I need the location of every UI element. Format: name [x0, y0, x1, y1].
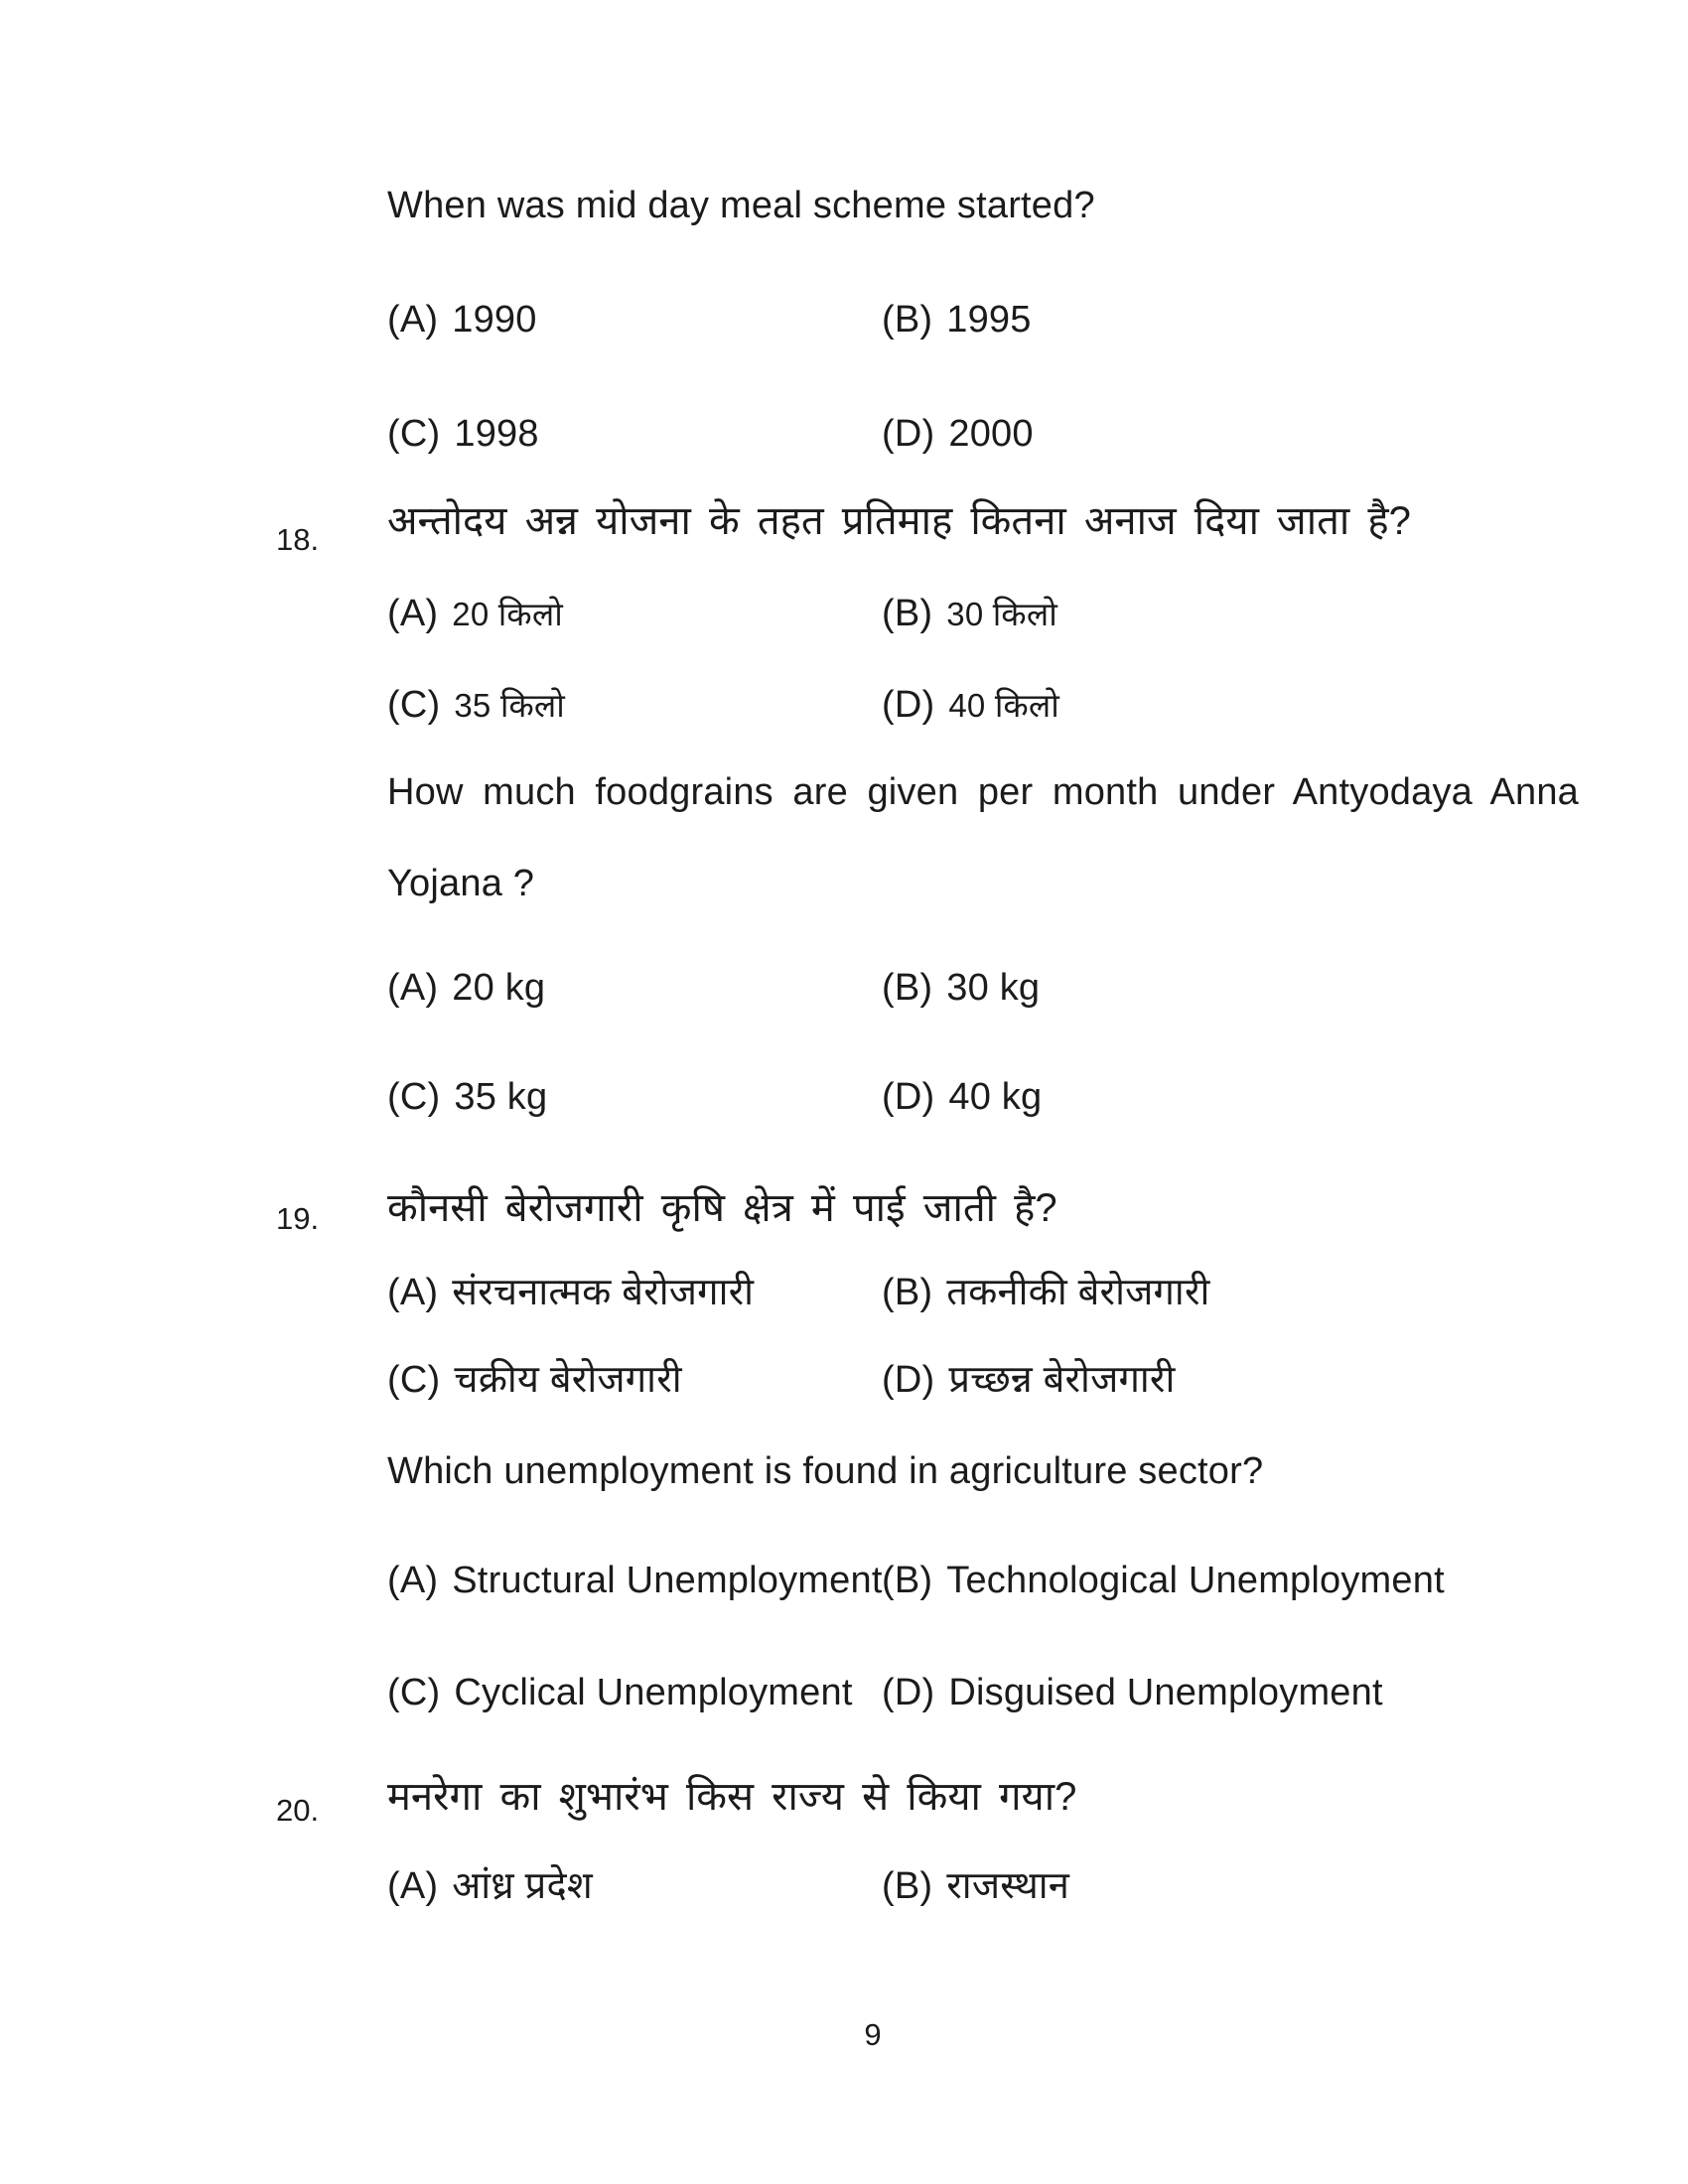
q18-hindi-option-d — [882, 686, 1059, 724]
q19-hindi-option-c — [387, 1361, 682, 1399]
q18-hindi-option-d-value: 40 किलो — [948, 687, 1060, 724]
q20-number: 20. — [276, 1793, 320, 1828]
q18-question-english: How much foodgrains are given per month under Antyodaya Anna Yojana ? — [387, 771, 1579, 904]
q19-option-d-value: Disguised Unemployment — [948, 1672, 1383, 1713]
q17-option-a-label: (A) — [387, 299, 439, 341]
q19-hindi-option-b-value: तकनीकी बेरोजगारी — [946, 1272, 1210, 1313]
q18-hindi-option-b — [882, 595, 1057, 632]
q19-hindi-option-a — [387, 1274, 754, 1311]
q19-hindi-option-c-value: चक्रीय बेरोजगारी — [454, 1359, 682, 1401]
q18-option-b-label: (B) — [882, 967, 933, 1009]
q20-hindi-option-b — [882, 1867, 1069, 1905]
q18-option-d-label: (D) — [882, 1076, 935, 1118]
q17-option-a-value: 1990 — [452, 299, 537, 341]
q17-question-english: When was mid day meal scheme started? — [387, 185, 1095, 226]
q18-option-a-label: (A) — [387, 967, 439, 1009]
q18-hindi-option-b-value: 30 किलो — [946, 596, 1057, 632]
q19-hindi-option-d-value: प्रच्छन्न बेरोजगारी — [948, 1359, 1176, 1401]
q18-option-b-value: 30 kg — [946, 967, 1041, 1009]
q18-number: 18. — [276, 522, 320, 557]
q18-option-d — [882, 1078, 1042, 1116]
q18-option-d-value: 40 kg — [948, 1076, 1043, 1118]
q18-hindi-option-d-label: (D) — [882, 684, 935, 726]
q19-option-a-value: Structural Unemployment — [452, 1560, 883, 1601]
q17-option-c-label: (C) — [387, 413, 441, 455]
q20-hindi-option-b-value: राजस्थान — [946, 1865, 1070, 1907]
q18-option-a — [387, 969, 545, 1007]
q19-hindi-option-d-label: (D) — [882, 1359, 935, 1401]
q17-option-c — [387, 415, 539, 453]
q18-hindi-option-b-label: (B) — [882, 593, 933, 634]
q18-hindi-option-a — [387, 595, 563, 632]
q17-option-d — [882, 415, 1034, 453]
q18-option-b — [882, 969, 1040, 1007]
q18-hindi-option-c-label: (C) — [387, 684, 441, 726]
page-number: 9 — [864, 2017, 882, 2052]
q17-option-d-label: (D) — [882, 413, 935, 455]
q19-option-b — [882, 1562, 1445, 1599]
q18-hindi-option-c-value: 35 किलो — [454, 687, 566, 724]
q17-option-b-value: 1995 — [946, 299, 1032, 341]
q18-option-c-label: (C) — [387, 1076, 441, 1118]
q19-hindi-option-a-value: संरचनात्मक बेरोजगारी — [452, 1272, 755, 1313]
q18-question-hindi: अन्तोदय अन्न योजना के तहत प्रतिमाह कितना अनाज दिया जाता है? — [387, 499, 1411, 543]
q20-hindi-option-a-label: (A) — [387, 1865, 439, 1907]
q19-hindi-option-d — [882, 1361, 1176, 1399]
q19-option-a — [387, 1562, 883, 1599]
q17-option-a — [387, 301, 537, 339]
q19-question-english: Which unemployment is found in agriculture sector? — [387, 1450, 1264, 1492]
q17-option-d-value: 2000 — [948, 413, 1034, 455]
q19-option-c — [387, 1674, 853, 1711]
q20-hindi-option-b-label: (B) — [882, 1865, 933, 1907]
q19-hindi-option-a-label: (A) — [387, 1272, 439, 1313]
q19-option-d-label: (D) — [882, 1672, 935, 1713]
q18-option-c — [387, 1078, 547, 1116]
q19-option-b-value: Technological Unemployment — [946, 1560, 1445, 1601]
q17-option-b — [882, 301, 1032, 339]
q19-option-a-label: (A) — [387, 1560, 439, 1601]
q19-option-c-value: Cyclical Unemployment — [454, 1672, 853, 1713]
q18-hindi-option-a-value: 20 किलो — [452, 596, 563, 632]
q19-question-hindi: कौनसी बेरोजगारी कृषि क्षेत्र में पाई जाती है? — [387, 1186, 1057, 1230]
q19-option-b-label: (B) — [882, 1560, 933, 1601]
q20-question-hindi: मनरेगा का शुभारंभ किस राज्य से किया गया? — [387, 1775, 1077, 1819]
q18-hindi-option-c — [387, 686, 565, 724]
q19-number: 19. — [276, 1201, 320, 1236]
q19-hindi-option-b — [882, 1274, 1210, 1311]
q18-hindi-option-a-label: (A) — [387, 593, 439, 634]
q18-option-a-value: 20 kg — [452, 967, 546, 1009]
q20-hindi-option-a-value: आंध्र प्रदेश — [452, 1865, 593, 1907]
q19-option-c-label: (C) — [387, 1672, 441, 1713]
q19-option-d — [882, 1674, 1383, 1711]
q19-hindi-option-c-label: (C) — [387, 1359, 441, 1401]
q19-hindi-option-b-label: (B) — [882, 1272, 933, 1313]
q17-option-c-value: 1998 — [454, 413, 539, 455]
q20-hindi-option-a — [387, 1867, 593, 1905]
q18-option-c-value: 35 kg — [454, 1076, 548, 1118]
q17-option-b-label: (B) — [882, 299, 933, 341]
